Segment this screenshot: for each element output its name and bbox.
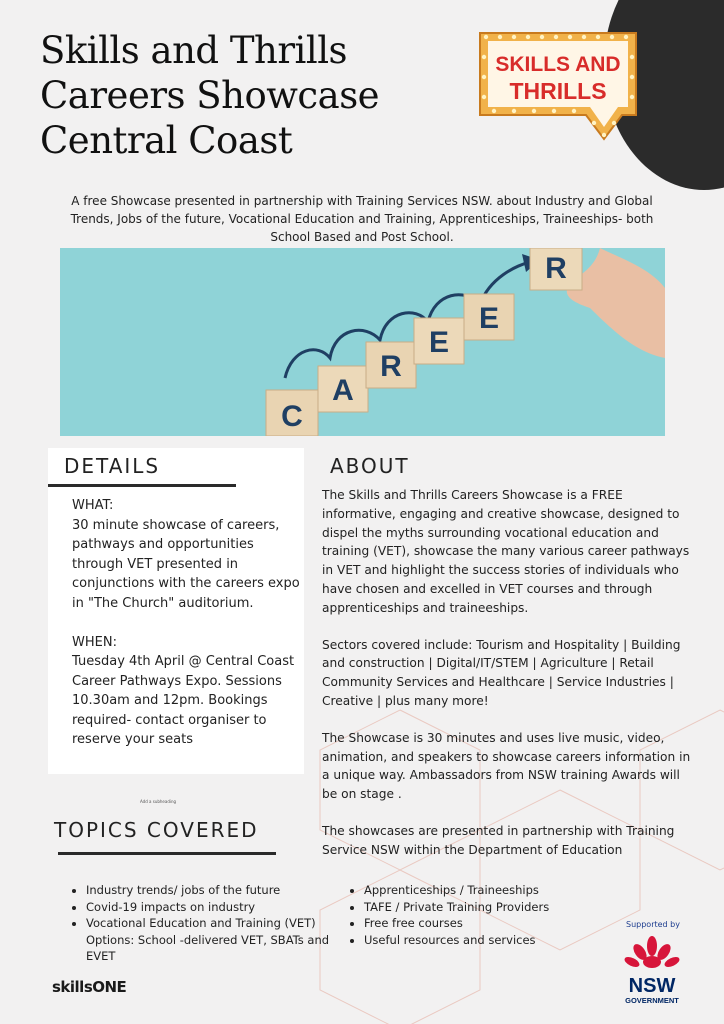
supported-by-label: Supported by bbox=[626, 920, 680, 929]
page-title bbox=[40, 28, 460, 163]
block-letter-r2: R bbox=[545, 252, 567, 285]
block-letter-e1: E bbox=[428, 326, 450, 359]
what-text: 30 minute showcase of careers, pathways and opportunities through VET presented in conjunctions with the careers expo in "The Church" auditorium. bbox=[72, 517, 300, 611]
what-label: WHAT: bbox=[72, 498, 114, 513]
list-item: • Covid-19 impacts on industry bbox=[86, 899, 336, 916]
subheading-placeholder: Add a subheading bbox=[140, 799, 177, 804]
when-text: Tuesday 4th April @ Central Coast Career Pathways Expo. Sessions 10.30am and 12pm. Bookings required- contact organiser to reserve your seats bbox=[72, 654, 295, 747]
skillsone-logo: skillsONE bbox=[52, 978, 127, 996]
topics-list-left bbox=[70, 882, 336, 965]
about-paragraph-1: The Skills and Thrills Careers Showcase is a FREE informative, engaging and creative showcase, designed to dispel the myths surrounding vocational education and training (VET), showcase the many various career pathways in VET and highlight the success stories of individuals who have chosen and excelled in VET courses and through apprenticeships and traineeships. bbox=[322, 488, 690, 615]
topics-heading: TOPICS COVERED bbox=[54, 818, 259, 842]
block-letter-r: R bbox=[380, 350, 402, 383]
sign-line-1: SKILLS AND bbox=[495, 53, 621, 76]
about-paragraph-4: The showcases are presented in partnership with Training Service NSW within the Department of Education bbox=[322, 823, 675, 857]
list-item: • Industry trends/ jobs of the future bbox=[86, 882, 336, 899]
title-line-2: Careers Showcase bbox=[40, 74, 380, 117]
list-item: • Apprenticeships / Traineeships bbox=[364, 882, 594, 899]
details-heading: DETAILS bbox=[64, 454, 161, 478]
title-line-3: Central Coast bbox=[40, 119, 293, 162]
when-label: WHEN: bbox=[72, 634, 117, 650]
list-item: • TAFE / Private Training Providers bbox=[364, 899, 594, 916]
nsw-logo-text: NSW bbox=[628, 975, 676, 997]
skills-and-thrills-sign bbox=[474, 27, 642, 147]
about-paragraph-2: Sectors covered include: Tourism and Hospitality | Building and construction | Digital/IT/STEM | Agriculture | Retail Community Services and Healthcare | Service Industries | Creative | plus many more! bbox=[322, 637, 681, 708]
details-body bbox=[72, 496, 300, 750]
list-item: • Vocational Education and Training (VET) Options: School -delivered VET, SBATs and EVET bbox=[86, 915, 336, 965]
about-paragraph-3: The Showcase is 30 minutes and uses live music, video, animation, and speakers to showcase careers information in a unique way. Ambassadors from NSW training Awards will be on stage . bbox=[322, 730, 691, 802]
block-letter-a: A bbox=[332, 374, 354, 407]
about-body bbox=[322, 486, 692, 878]
block-letter-e2: E bbox=[478, 302, 500, 335]
intro-paragraph: A free Showcase presented in partnership with Training Services NSW. about Industry and Global Trends, Jobs of the future, Vocational Education and Training, Apprenticeships, Traineeships- both School Based and Post School. bbox=[70, 194, 654, 244]
sign-line-2: THRILLS bbox=[509, 78, 607, 104]
about-heading: ABOUT bbox=[330, 454, 410, 478]
list-item: • Useful resources and services bbox=[364, 932, 594, 949]
list-item: • Free free courses bbox=[364, 915, 594, 932]
nsw-government-logo bbox=[620, 932, 684, 1008]
topics-list-right bbox=[348, 882, 594, 948]
block-letter-c: C bbox=[281, 400, 303, 433]
topics-heading-rule bbox=[58, 852, 276, 855]
career-blocks-image bbox=[60, 248, 665, 436]
title-line-1: Skills and Thrills bbox=[40, 29, 348, 72]
nsw-logo-subtext: GOVERNMENT bbox=[625, 996, 679, 1005]
details-heading-rule bbox=[48, 484, 236, 487]
